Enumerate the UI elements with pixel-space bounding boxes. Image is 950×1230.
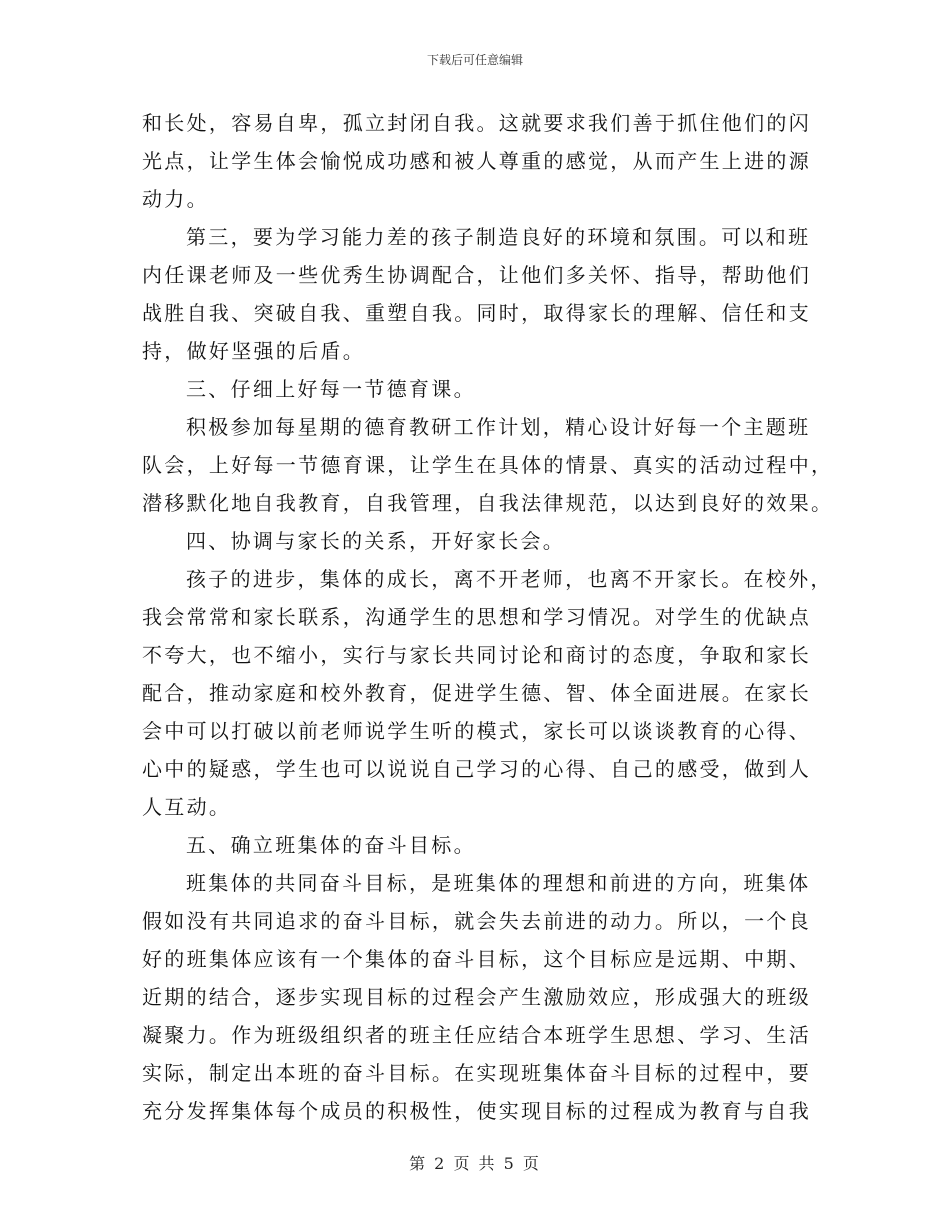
page-number-footer: 第 2 页 共 5 页: [409, 1154, 541, 1173]
text-line: 和长处，容易自卑，孤立封闭自我。这就要求我们善于抓住他们的闪: [142, 111, 811, 135]
text-line: 假如没有共同追求的奋斗目标，就会失去前进的动力。所以，一个良: [142, 909, 811, 933]
text-line: 实际，制定出本班的奋斗目标。在实现班集体奋斗目标的过程中，要: [142, 1061, 811, 1085]
text-line: 战胜自我、突破自我、重塑自我。同时，取得家长的理解、信任和支: [142, 301, 811, 325]
text-line: 我会常常和家长联系，沟通学生的思想和学习情况。对学生的优缺点: [142, 605, 811, 629]
text-line: 会中可以打破以前老师说学生听的模式，家长可以谈谈教育的心得、: [142, 719, 811, 743]
paragraph-start-line: 孩子的进步，集体的成长，离不开老师，也离不开家长。在校外，: [186, 567, 833, 591]
text-line: 配合，推动家庭和校外教育，促进学生德、智、体全面进展。在家长: [142, 681, 811, 705]
section-heading: 三、仔细上好每一节德育课。: [186, 377, 476, 401]
text-line: 内任课老师及一些优秀生协调配合，让他们多关怀、指导，帮助他们: [142, 263, 811, 287]
paragraph-start-line: 第三，要为学习能力差的孩子制造良好的环境和氛围。可以和班: [186, 225, 811, 249]
paragraph-start-line: 班集体的共同奋斗目标，是班集体的理想和前进的方向，班集体: [186, 871, 811, 895]
text-line: 不夸大，也不缩小，实行与家长共同讨论和商讨的态度，争取和家长: [142, 643, 811, 667]
section-heading: 四、协调与家长的关系，开好家长会。: [186, 529, 566, 553]
document-body: [142, 104, 834, 1130]
text-line: 充分发挥集体每个成员的积极性，使实现目标的过程成为教育与自我: [142, 1099, 811, 1123]
page-header-note: 下载后可任意编辑: [426, 53, 523, 67]
text-line: 潜移默化地自我教育，自我管理，自我法律规范，以达到良好的效果。: [142, 491, 834, 515]
text-line: 心中的疑惑，学生也可以说说自己学习的心得、自己的感受，做到人: [142, 757, 811, 781]
text-line: 光点，让学生体会愉悦成功感和被人尊重的感觉，从而产生上进的源: [142, 149, 811, 173]
section-heading: 五、确立班集体的奋斗目标。: [186, 833, 476, 857]
text-line: 近期的结合，逐步实现目标的过程会产生激励效应，形成强大的班级: [142, 985, 811, 1009]
text-line: 人互动。: [142, 795, 232, 819]
paragraph-start-line: 积极参加每星期的德育教研工作计划，精心设计好每一个主题班: [186, 415, 811, 439]
text-line: 动力。: [142, 187, 209, 211]
text-line: 好的班集体应该有一个集体的奋斗目标，这个目标应是远期、中期、: [142, 947, 811, 971]
text-line: 持，做好坚强的后盾。: [142, 339, 365, 363]
text-line: 凝聚力。作为班级组织者的班主任应结合本班学生思想、学习、生活: [142, 1023, 811, 1047]
text-line: 队会，上好每一节德育课，让学生在具体的情景、真实的活动过程中，: [142, 453, 834, 477]
